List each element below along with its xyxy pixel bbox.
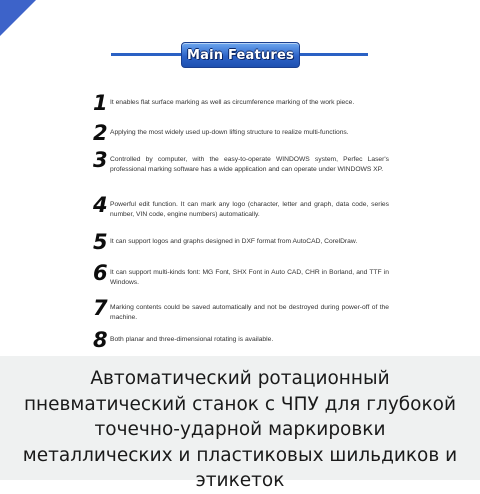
- feature-text: Powerful edit function. It can mark any logo (character, letter and graph, data code, series number, VIN code, engine numbers) automatically.: [110, 201, 389, 219]
- feature-number: 1: [93, 91, 108, 115]
- feature-text: It enables flat surface marking as well as circumference marking of the work piece.: [110, 99, 355, 106]
- product-caption-bar: [0, 356, 480, 491]
- feature-number: 2: [93, 121, 108, 145]
- banner-label-box: [181, 42, 300, 68]
- banner-title: Main Features: [187, 47, 294, 63]
- corner-decoration: [0, 0, 36, 36]
- main-features-banner: [111, 40, 368, 68]
- feature-text: Controlled by computer, with the easy-to-operate WINDOWS system, Perfec Laser's professional marking software has a wide application and can operate under WINDOWS XP.: [110, 156, 389, 174]
- feature-text: Marking contents could be saved automatically and not be destroyed during power-off of the machine.: [110, 304, 389, 322]
- feature-number: 8: [93, 328, 108, 352]
- feature-number: 6: [93, 261, 108, 285]
- feature-number: 7: [93, 296, 108, 320]
- product-caption-text: Автоматический ротационный пневматический станок с ЧПУ для глубокой точечно-ударной маркировки металлических и пластиковых шильдиков и этикеток: [22, 368, 458, 491]
- feature-text: Both planar and three-dimensional rotating is available.: [110, 336, 274, 343]
- feature-number: 3: [93, 148, 108, 172]
- feature-text: It can support multi-kinds font: MG Font, SHX Font in Auto CAD, CHR in Borland, and TTF in Windows.: [110, 269, 389, 287]
- feature-number: 5: [93, 230, 108, 254]
- feature-number: 4: [93, 193, 108, 217]
- feature-text: It can support logos and graphs designed in DXF format from AutoCAD, CorelDraw.: [110, 238, 358, 245]
- feature-text: Applying the most widely used up-down lifting structure to realize multi-functions.: [110, 129, 349, 136]
